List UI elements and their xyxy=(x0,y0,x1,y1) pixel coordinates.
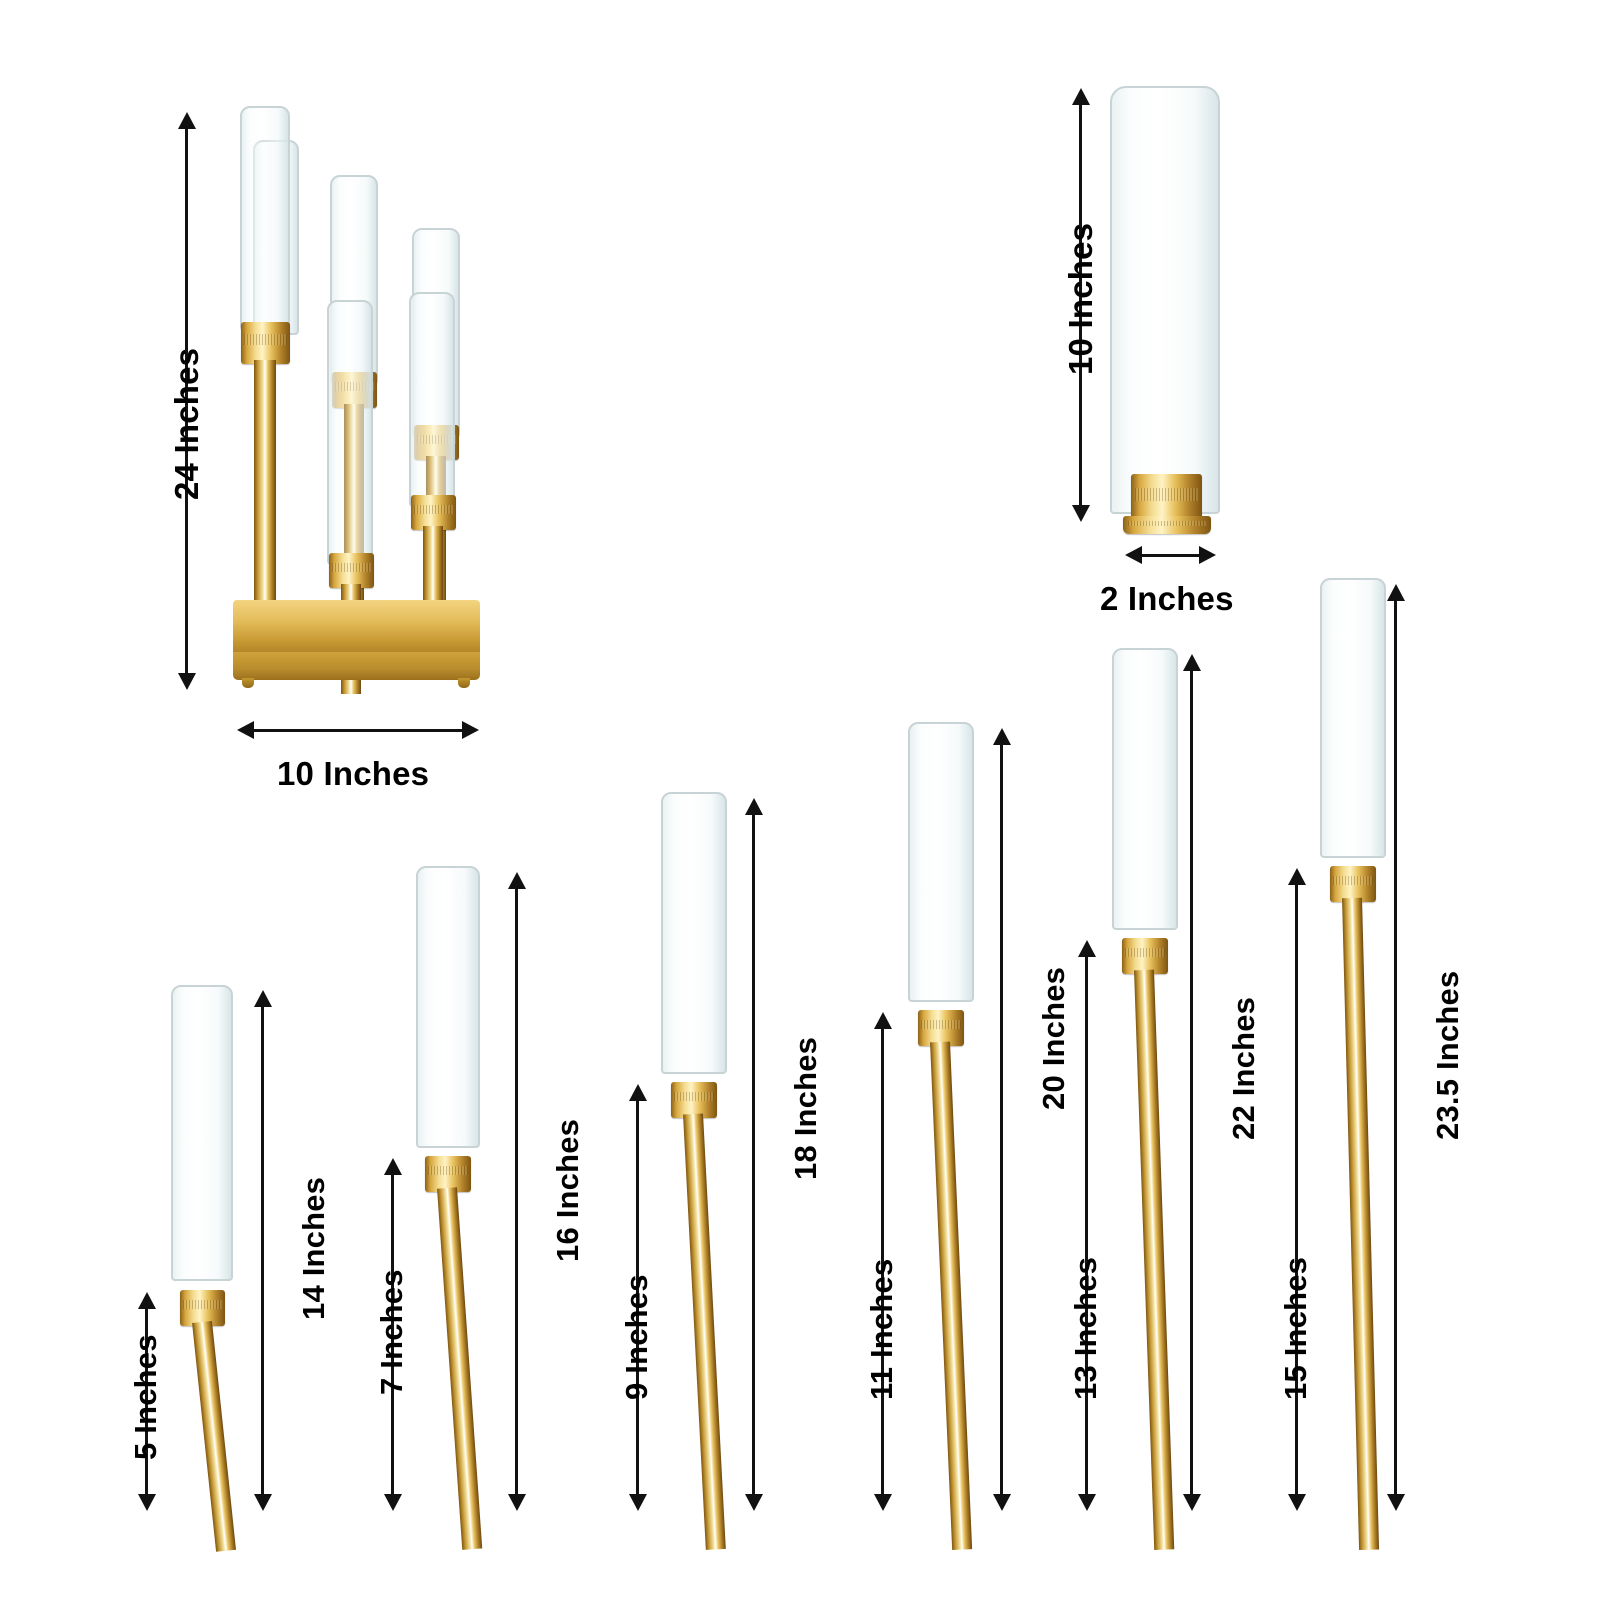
candle-cup-tall xyxy=(241,322,290,364)
glass-shade-20in xyxy=(908,722,974,1002)
glass-shade-back-left xyxy=(240,106,290,331)
candle-cup-right-front xyxy=(411,495,456,530)
candle-cup-18in xyxy=(671,1082,717,1118)
glass-shade-cup-rim xyxy=(1123,516,1211,534)
dimension-label-18in-shade: 9 Inches xyxy=(619,1274,654,1400)
candelabra-foot-left xyxy=(242,678,254,688)
candle-stem-20in xyxy=(930,1042,972,1550)
glass-shade-standalone xyxy=(1110,86,1220,514)
dimension-label-candelabra-width: 10 Inches xyxy=(277,755,430,792)
dimension-label-14in-shade: 5 Inches xyxy=(128,1334,163,1460)
candle-cup-14in xyxy=(180,1290,225,1326)
dimension-label-18in-total: 18 Inches xyxy=(788,1036,823,1180)
candelabra-base-top xyxy=(233,600,480,658)
dimension-label-shade-height: 10 Inches xyxy=(1062,222,1099,375)
candle-cup-20in xyxy=(918,1010,964,1046)
dimension-label-20in-total: 20 Inches xyxy=(1036,966,1071,1110)
glass-shade-right-front xyxy=(409,292,455,507)
dimension-label-shade-width: 2 Inches xyxy=(1100,580,1234,617)
glass-shade-18in xyxy=(661,792,727,1074)
glass-shade-14in xyxy=(171,985,233,1281)
dimension-label-22in-shade: 13 Inches xyxy=(1068,1256,1103,1400)
glass-shade-middle-front xyxy=(327,300,373,565)
candle-cup-22in xyxy=(1122,938,1168,974)
dimension-label-23-5in-shade: 15 Inches xyxy=(1278,1256,1313,1400)
dimension-label-14in-total: 14 Inches xyxy=(296,1176,331,1320)
dimension-label-20in-shade: 11 Inches xyxy=(864,1258,899,1400)
dimension-label-16in-total: 16 Inches xyxy=(550,1118,585,1262)
candle-stem-14in xyxy=(192,1321,236,1552)
glass-shade-23-5in xyxy=(1320,578,1386,858)
candle-stem-23-5in xyxy=(1342,898,1379,1550)
dimension-label-16in-shade: 7 Inches xyxy=(374,1269,409,1395)
dimension-label-candelabra-height: 24 Inches xyxy=(168,347,205,500)
glass-shade-22in xyxy=(1112,648,1178,930)
candle-cup-middle-front xyxy=(329,553,374,588)
glass-shade-16in xyxy=(416,866,480,1148)
dimension-label-22in-total: 22 Inches xyxy=(1226,996,1261,1140)
dimension-label-23-5in-total: 23.5 Inches xyxy=(1430,970,1465,1140)
candelabra-base-front xyxy=(233,652,480,680)
candle-stem-18in xyxy=(683,1113,726,1549)
candelabra-foot-right xyxy=(458,678,470,688)
candle-cup-23-5in xyxy=(1330,866,1376,902)
candle-stem-16in xyxy=(437,1187,482,1550)
candle-cup-16in xyxy=(425,1156,471,1192)
candle-stem-22in xyxy=(1134,970,1174,1550)
